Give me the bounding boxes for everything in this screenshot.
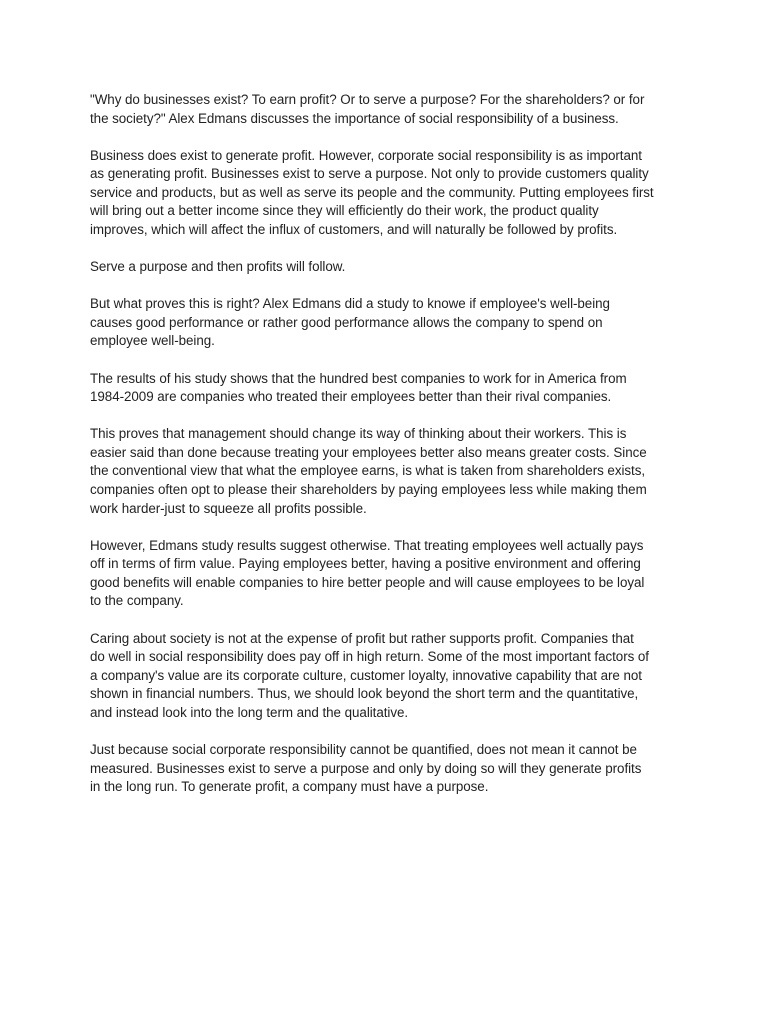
text-line: companies often opt to please their shareholders by paying employees less while making them bbox=[90, 482, 647, 497]
text-line: Just because social corporate responsibility cannot be quantified, does not mean it cannot be bbox=[90, 742, 637, 758]
text-line: and instead look into the long term and the qualitative. bbox=[90, 704, 409, 720]
text-line: will bring out a better income since they will efficiently do their work, the product quality bbox=[90, 203, 599, 219]
text-line: to the company. bbox=[90, 593, 184, 609]
text-line: good benefits will enable companies to hire better people and will cause employees to be loyal bbox=[90, 574, 645, 590]
text-line: causes good performance or rather good performance allows the company to spend on bbox=[90, 314, 603, 330]
text-line: shown in financial numbers. Thus, we should look beyond the short term and the quantitative, bbox=[90, 686, 639, 702]
paragraph-serve-a-purpose bbox=[90, 258, 686, 277]
text-line: off in terms of firm value. Paying employees better, having a positive environment and offering bbox=[90, 556, 641, 572]
text-line: "Why do businesses exist? To earn profit? Or to serve a purpose? For the shareholders? or for bbox=[90, 92, 645, 107]
text-line: as generating profit. Businesses exist to serve a purpose. Not only to provide customers quality bbox=[90, 166, 649, 182]
text-line: the conventional view that what the employee earns, is what is taken from shareholders exists, bbox=[90, 463, 646, 479]
text-line: easier said than done because treating your employees better also means greater costs. Since bbox=[90, 444, 647, 460]
paragraph-purpose-and-profit bbox=[90, 147, 686, 240]
paragraph-caring-about-society bbox=[90, 630, 686, 723]
text-line: Business does exist to generate profit. However, corporate social responsibility is as important bbox=[90, 147, 642, 163]
text-line: the society?" Alex Edmans discusses the importance of social responsibility of a business. bbox=[90, 110, 619, 126]
paragraph-intro-question bbox=[90, 91, 686, 128]
text-line: work harder-just to squeeze all profits possible. bbox=[90, 500, 367, 516]
text-line: Serve a purpose and then profits will follow. bbox=[90, 259, 346, 275]
text-line: This proves that management should change its way of thinking about their workers. This is bbox=[90, 426, 627, 442]
text-line: Caring about society is not at the expense of profit but rather supports profit. Companies that bbox=[90, 630, 634, 646]
text-line: do well in social responsibility does pay off in high return. Some of the most important factors of bbox=[90, 649, 649, 665]
paragraph-conclusion bbox=[90, 741, 686, 797]
text-line: 1984-2009 are companies who treated their employees better than their rival companies. bbox=[90, 389, 612, 405]
text-line: service and products, but as well as serve its people and the community. Putting employees first bbox=[90, 184, 654, 200]
text-line: a company's value are its corporate culture, customer loyalty, innovative capability that are not bbox=[90, 667, 642, 683]
text-line: employee well-being. bbox=[90, 333, 215, 349]
text-line: The results of his study shows that the hundred best companies to work for in America from bbox=[90, 370, 627, 386]
text-line: in the long run. To generate profit, a company must have a purpose. bbox=[90, 779, 489, 795]
paragraph-edmans-results bbox=[90, 537, 686, 611]
paragraph-management-thinking bbox=[90, 425, 686, 518]
document-body bbox=[90, 91, 686, 815]
text-line: measured. Businesses exist to serve a purpose and only by doing so will they generate profits bbox=[90, 760, 642, 776]
text-line: improves, which will affect the influx of customers, and will naturally be followed by profits. bbox=[90, 222, 618, 238]
text-line: But what proves this is right? Alex Edmans did a study to knowe if employee's well-being bbox=[90, 296, 610, 312]
paragraph-study-results bbox=[90, 370, 686, 407]
paragraph-study-question bbox=[90, 295, 686, 351]
text-line: However, Edmans study results suggest otherwise. That treating employees well actually pays bbox=[90, 537, 644, 553]
